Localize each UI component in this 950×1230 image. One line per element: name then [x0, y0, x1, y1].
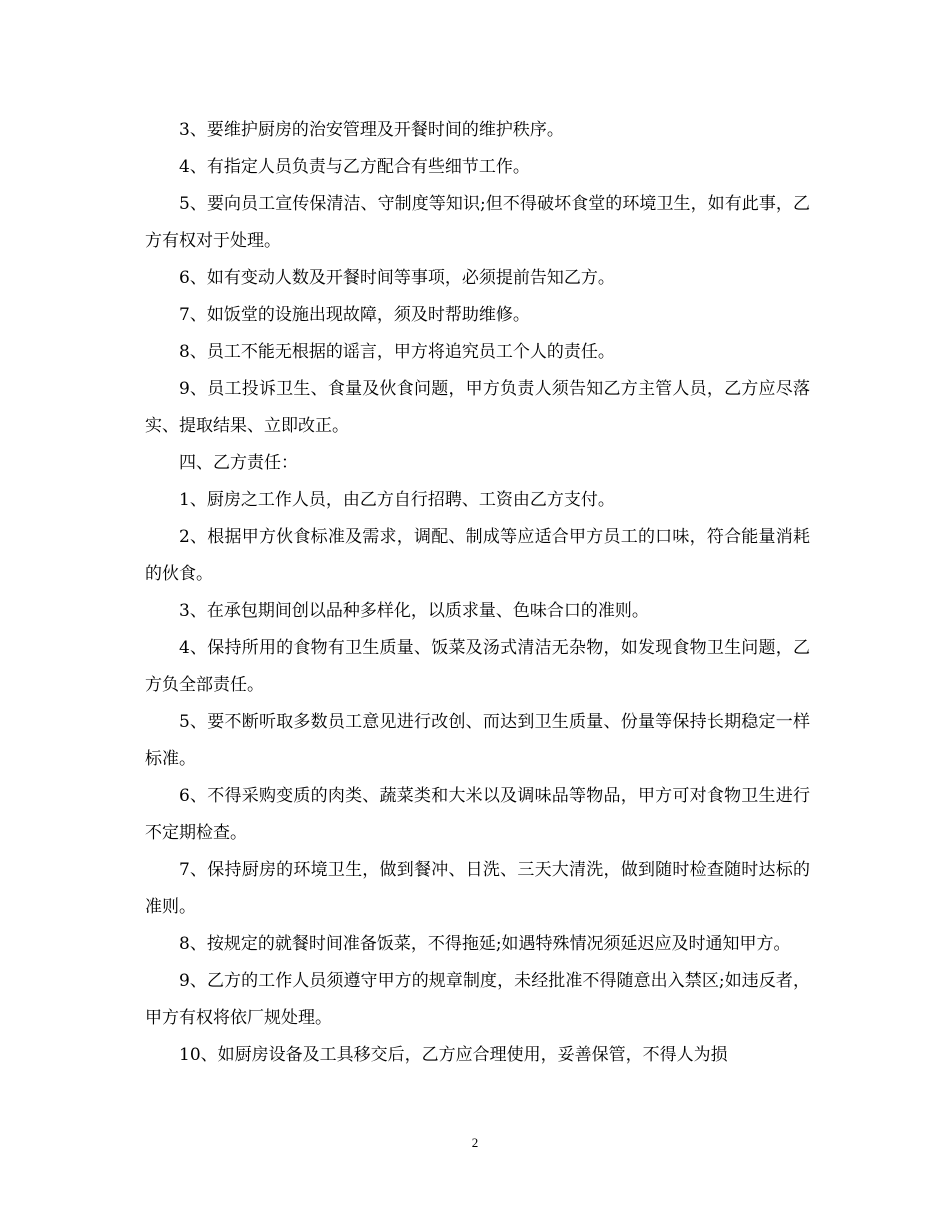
paragraph-7: 9、员工投诉卫生、食量及伙食问题，甲方负责人须告知乙方主管人员，乙方应尽落实、提取结果、立即改正。	[145, 379, 810, 436]
paragraph-4: 6、如有变动人数及开餐时间等事项，必须提前告知乙方。	[179, 268, 615, 288]
section-heading: 四、乙方责任：	[179, 453, 298, 473]
paragraph-9: 1、厨房之工作人员，由乙方自行招聘、工资由乙方支付。	[179, 490, 615, 510]
document-body	[145, 112, 810, 1074]
paragraph-6: 8、员工不能无根据的谣言，甲方将追究员工个人的责任。	[179, 342, 615, 362]
paragraph-10: 2、根据甲方伙食标准及需求，调配、制成等应适合甲方员工的口味，符合能量消耗的伙食。	[145, 527, 810, 584]
paragraph-2: 4、有指定人员负责与乙方配合有些细节工作。	[179, 157, 530, 177]
page-number: 2	[471, 1135, 479, 1150]
paragraph-16: 8、按规定的就餐时间准备饭菜，不得拖延;如遇特殊情况须延迟应及时通知甲方。	[179, 934, 791, 954]
paragraph-1: 3、要维护厨房的治安管理及开餐时间的维护秩序。	[179, 120, 564, 140]
paragraph-14: 6、不得采购变质的肉类、蔬菜类和大米以及调味品等物品，甲方可对食物卫生进行不定期检查。	[145, 786, 810, 843]
paragraph-18: 10、如厨房设备及工具移交后，乙方应合理使用，妥善保管，不得人为损	[179, 1045, 728, 1065]
paragraph-15: 7、保持厨房的环境卫生，做到餐冲、日洗、三天大清洗，做到随时检查随时达标的准则。	[145, 860, 810, 917]
paragraph-13: 5、要不断听取多数员工意见进行改创、而达到卫生质量、份量等保持长期稳定一样标准。	[145, 712, 810, 769]
paragraph-3: 5、要向员工宣传保清洁、守制度等知识;但不得破坏食堂的环境卫生，如有此事，乙方有权对于处理。	[145, 194, 810, 251]
paragraph-11: 3、在承包期间创以品种多样化，以质求量、色味合口的准则。	[179, 601, 649, 621]
paragraph-17: 9、乙方的工作人员须遵守甲方的规章制度，未经批准不得随意出入禁区;如违反者，甲方有权将依厂规处理。	[145, 971, 810, 1028]
paragraph-12: 4、保持所用的食物有卫生质量、饭菜及汤式清洁无杂物，如发现食物卫生问题，乙方负全部责任。	[145, 638, 810, 695]
paragraph-5: 7、如饭堂的设施出现故障，须及时帮助维修。	[179, 305, 530, 325]
